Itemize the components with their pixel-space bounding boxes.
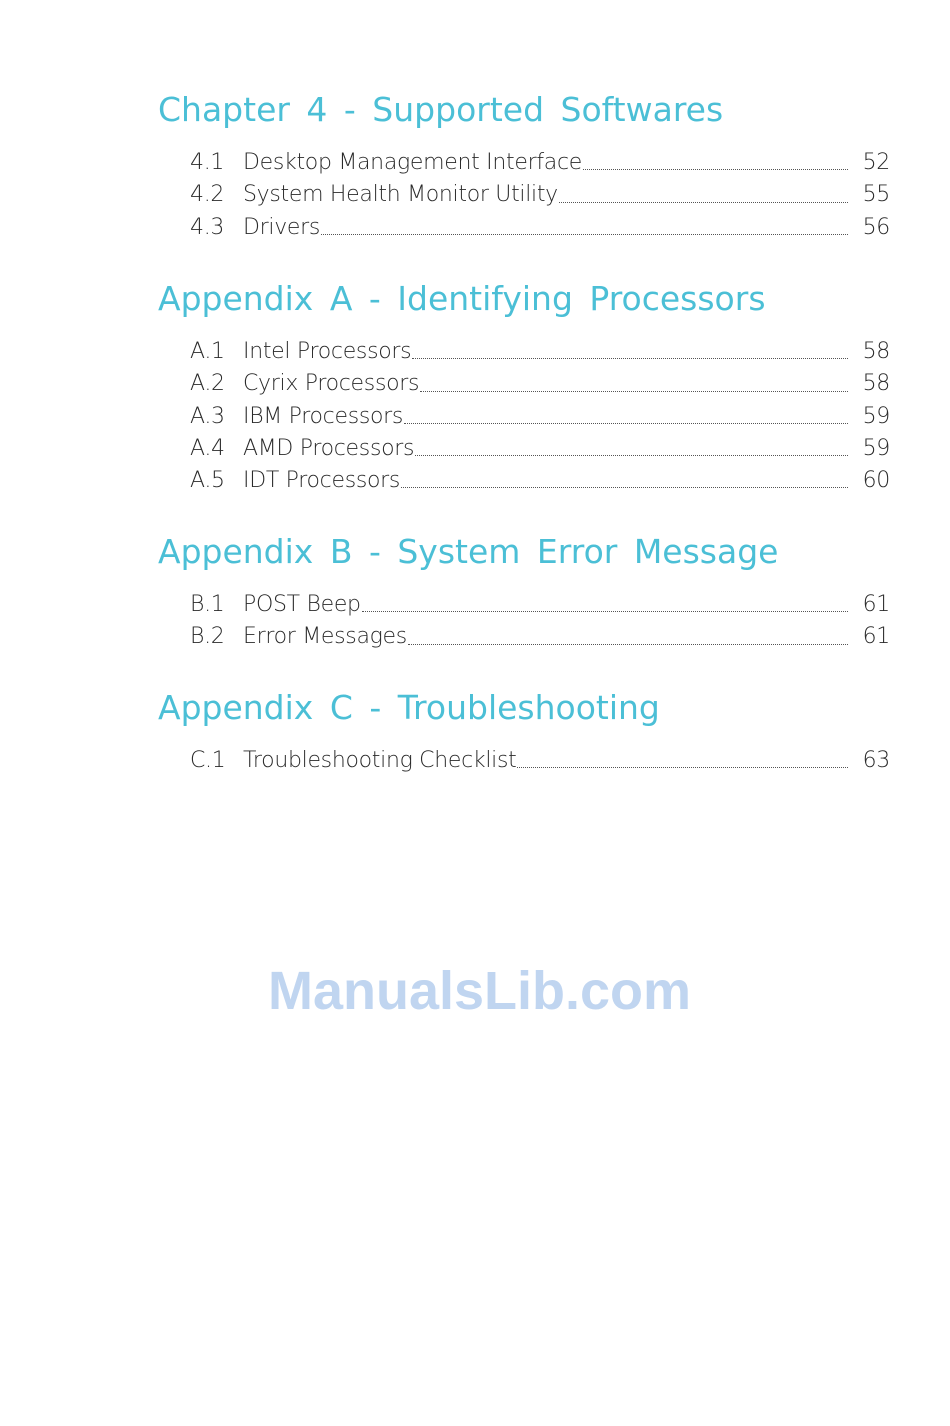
dot-leader: [362, 611, 848, 612]
entry-number: 4.3: [190, 214, 225, 240]
entry-page-number: 60: [862, 468, 890, 494]
toc-entry[interactable]: [190, 624, 890, 656]
toc-section: [158, 686, 890, 780]
entry-title: Drivers: [243, 214, 321, 240]
toc-entry[interactable]: [190, 150, 890, 182]
dot-leader: [559, 202, 848, 203]
section-heading: Appendix A - Identifying Processors: [158, 279, 766, 318]
dot-leader: [401, 487, 848, 488]
toc-entry[interactable]: [190, 339, 890, 371]
entry-number: B.2: [190, 624, 225, 650]
entry-title: System Health Monitor Utility: [243, 182, 558, 208]
entry-page-number: 59: [862, 435, 890, 461]
entry-title: IBM Processors: [243, 403, 404, 429]
toc-entry[interactable]: [190, 215, 890, 247]
entry-page-number: 63: [862, 748, 890, 773]
watermark: ManualsLib.com: [268, 961, 692, 1021]
entry-number: A.5: [190, 468, 225, 494]
entry-number: 4.2: [190, 182, 225, 208]
entry-page-number: 58: [862, 371, 890, 397]
entry-number: C.1: [190, 748, 226, 773]
toc-entry[interactable]: [190, 371, 890, 403]
entry-list: [190, 150, 890, 247]
entry-title: Desktop Management Interface: [243, 150, 582, 175]
entry-number: A.2: [190, 371, 225, 397]
dot-leader: [583, 169, 848, 170]
entry-title: Intel Processors: [243, 339, 412, 364]
entry-title: AMD Processors: [243, 435, 415, 461]
entry-title: POST Beep: [243, 592, 361, 617]
entry-page-number: 58: [862, 339, 890, 364]
section-heading: Chapter 4 - Supported Softwares: [158, 90, 724, 129]
toc-entry[interactable]: [190, 468, 890, 500]
entry-number: A.1: [190, 339, 225, 364]
toc-entry[interactable]: [190, 404, 890, 436]
entry-page-number: 56: [862, 214, 890, 240]
entry-page-number: 59: [862, 403, 890, 429]
toc-entry[interactable]: [190, 592, 890, 624]
dot-leader: [517, 767, 848, 768]
dot-leader: [415, 455, 848, 456]
dot-leader: [408, 644, 848, 645]
dot-leader: [420, 391, 848, 392]
entry-number: B.1: [190, 592, 225, 617]
dot-leader: [321, 234, 848, 235]
entry-page-number: 52: [862, 150, 890, 175]
section-heading: Appendix C - Troubleshooting: [158, 688, 660, 727]
entry-title: IDT Processors: [243, 468, 401, 494]
entry-page-number: 55: [862, 182, 890, 208]
section-heading: Appendix B - System Error Message: [158, 532, 779, 571]
toc-entry[interactable]: [190, 182, 890, 214]
toc-section: [158, 530, 890, 657]
toc-section: [158, 277, 890, 500]
entry-list: [190, 592, 890, 657]
entry-page-number: 61: [862, 624, 890, 650]
entry-page-number: 61: [862, 592, 890, 617]
toc-entry[interactable]: [190, 436, 890, 468]
dot-leader: [404, 423, 848, 424]
entry-list: [190, 748, 890, 780]
dot-leader: [412, 358, 848, 359]
entry-number: 4.1: [190, 150, 225, 175]
entry-number: A.3: [190, 403, 225, 429]
entry-title: Troubleshooting Checklist: [243, 748, 517, 773]
entry-list: [190, 339, 890, 500]
entry-number: A.4: [190, 435, 225, 461]
toc-section: [158, 88, 890, 247]
entry-title: Error Messages: [243, 624, 407, 650]
entry-title: Cyrix Processors: [243, 371, 420, 397]
toc-entry[interactable]: [190, 748, 890, 780]
